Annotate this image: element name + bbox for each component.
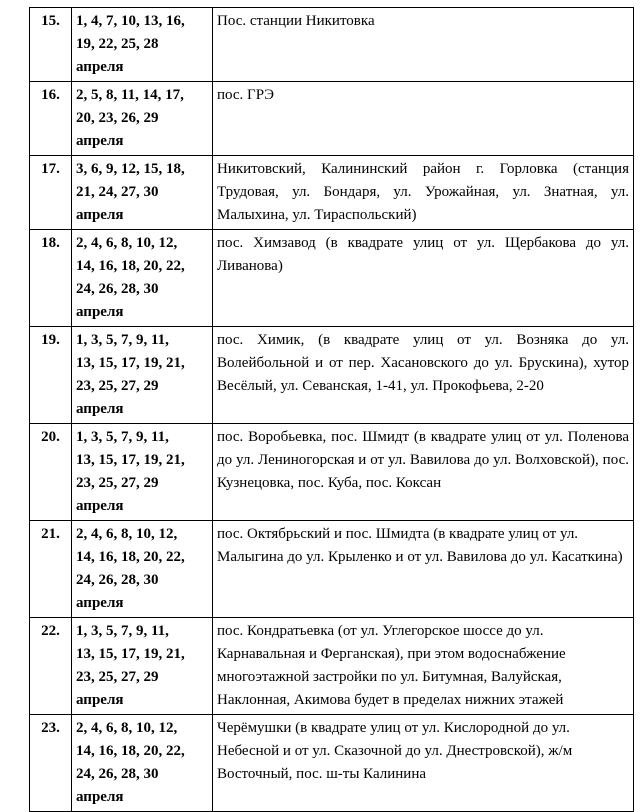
table-row — [30, 424, 634, 521]
days-line: 24, 26, 28, 30 — [76, 572, 159, 588]
table-row — [30, 618, 634, 715]
days-line: 19, 22, 25, 28 — [76, 36, 159, 52]
supply-days — [72, 424, 213, 521]
row-number: 23. — [30, 715, 72, 812]
days-line: 24, 26, 28, 30 — [76, 766, 159, 782]
days-line: 23, 25, 27, 29 — [76, 378, 159, 394]
supply-days — [72, 8, 213, 82]
days-line: 13, 15, 17, 19, 21, — [76, 452, 185, 468]
area-description: пос. Октябрьский и пос. Шмидта (в квадрате улиц от ул. Малыгина до ул. Крыленко и от ул. Вавилова до ул. Касаткина) — [213, 521, 634, 618]
row-number: 15. — [30, 8, 72, 82]
days-line: 1, 3, 5, 7, 9, 11, — [76, 429, 169, 445]
days-line: 23, 25, 27, 29 — [76, 669, 159, 685]
days-line: 13, 15, 17, 19, 21, — [76, 646, 185, 662]
area-description: пос. Химик, (в квадрате улиц от ул. Возняка до ул. Волейбольной и от пер. Хасановского до ул. Брускина), хутор Весёлый, ул. Севанская, 1-41, ул. Прокофьева, 2-20 — [213, 327, 634, 424]
days-line: 3, 6, 9, 12, 15, 18, — [76, 161, 185, 177]
days-line: апреля — [76, 498, 124, 514]
table-row — [30, 8, 634, 82]
days-line: 2, 5, 8, 11, 14, 17, — [76, 87, 184, 103]
area-description: пос. Воробьевка, пос. Шмидт (в квадрате улиц от ул. Поленова до ул. Лениногорская и от ул. Вавилова до ул. Волховской), пос. Кузнецовка, пос. Куба, пос. Коксан — [213, 424, 634, 521]
supply-days — [72, 230, 213, 327]
area-description: пос. Химзавод (в квадрате улиц от ул. Щербакова до ул. Ливанова) — [213, 230, 634, 327]
water-schedule-table — [29, 7, 634, 812]
days-line: 14, 16, 18, 20, 22, — [76, 258, 185, 274]
area-description: пос. Кондратьевка (от ул. Углегорское шоссе до ул. Карнавальная и Ферганская), при этом водоснабжение многоэтажной застройки по ул. Битумная, Валуйская, Наклонная, Акимова будет в пределах нижних этажей — [213, 618, 634, 715]
days-line: 14, 16, 18, 20, 22, — [76, 743, 185, 759]
days-line: апреля — [76, 401, 124, 417]
table-row — [30, 521, 634, 618]
row-number: 18. — [30, 230, 72, 327]
supply-days — [72, 156, 213, 230]
row-number: 19. — [30, 327, 72, 424]
row-number: 16. — [30, 82, 72, 156]
days-line: 2, 4, 6, 8, 10, 12, — [76, 720, 178, 736]
days-line: 2, 4, 6, 8, 10, 12, — [76, 235, 178, 251]
row-number: 17. — [30, 156, 72, 230]
supply-days — [72, 521, 213, 618]
row-number: 22. — [30, 618, 72, 715]
days-line: апреля — [76, 207, 124, 223]
table-row — [30, 327, 634, 424]
days-line: апреля — [76, 59, 124, 75]
days-line: 1, 3, 5, 7, 9, 11, — [76, 332, 169, 348]
days-line: апреля — [76, 595, 124, 611]
row-number: 20. — [30, 424, 72, 521]
table-row — [30, 715, 634, 812]
table-row — [30, 230, 634, 327]
table-row — [30, 156, 634, 230]
days-line: 20, 23, 26, 29 — [76, 110, 159, 126]
days-line: 13, 15, 17, 19, 21, — [76, 355, 185, 371]
days-line: 1, 3, 5, 7, 9, 11, — [76, 623, 169, 639]
days-line: апреля — [76, 692, 124, 708]
days-line: 24, 26, 28, 30 — [76, 281, 159, 297]
supply-days — [72, 327, 213, 424]
supply-days — [72, 82, 213, 156]
days-line: апреля — [76, 304, 124, 320]
row-number: 21. — [30, 521, 72, 618]
days-line: 21, 24, 27, 30 — [76, 184, 159, 200]
supply-days — [72, 715, 213, 812]
area-description: Черёмушки (в квадрате улиц от ул. Кислородной до ул. Небесной и от ул. Сказочной до ул. Днестровской), ж/м Восточный, пос. ш-ты Калинина — [213, 715, 634, 812]
area-description: Пос. станции Никитовка — [213, 8, 634, 82]
days-line: 23, 25, 27, 29 — [76, 475, 159, 491]
area-description: пос. ГРЭ — [213, 82, 634, 156]
supply-days — [72, 618, 213, 715]
days-line: 14, 16, 18, 20, 22, — [76, 549, 185, 565]
days-line: 2, 4, 6, 8, 10, 12, — [76, 526, 178, 542]
table-row — [30, 82, 634, 156]
days-line: апреля — [76, 133, 124, 149]
days-line: 1, 4, 7, 10, 13, 16, — [76, 13, 185, 29]
area-description: Никитовский, Калининский район г. Горловка (станция Трудовая, ул. Бондаря, ул. Урожайная, ул. Знатная, ул. Малыхина, ул. Тираспольский) — [213, 156, 634, 230]
days-line: апреля — [76, 789, 124, 805]
